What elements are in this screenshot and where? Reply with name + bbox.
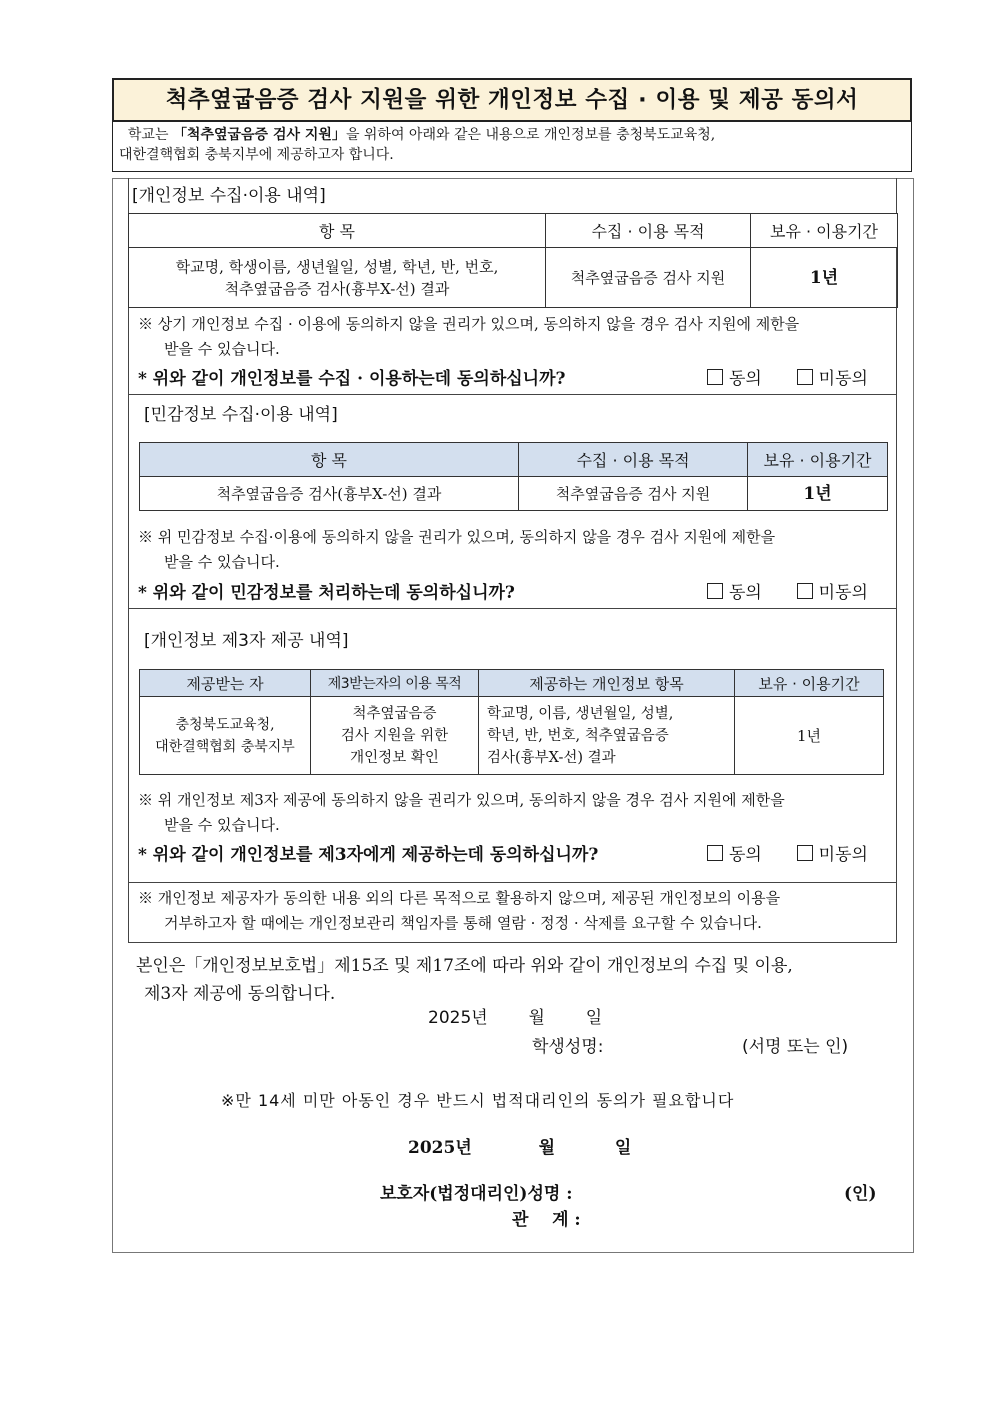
intro-line1-rest: 을 위하여 아래와 같은 내용으로 개인정보를 충청북도교육청, xyxy=(345,127,716,143)
s3-agree-label: 동의 xyxy=(729,845,762,865)
guardian-seal: (인) xyxy=(844,1184,877,1204)
section2-note xyxy=(138,525,893,575)
s2-agree-checkbox[interactable] xyxy=(707,583,723,599)
consent-line1: 본인은「개인정보보호법」제15조 및 제17조에 따라 위와 같이 개인정보의 수집 및 이용, xyxy=(136,956,793,976)
s3-header-purpose: 제3받는자의 이용 목적 xyxy=(311,670,479,697)
s2-disagree-label: 미동의 xyxy=(818,583,868,603)
minor-notice: ※만 14세 미만 아동인 경우 반드시 법적대리인의 동의가 필요합니다 xyxy=(221,1091,735,1110)
s1-note-line2: 받을 수 있습니다. xyxy=(164,340,280,358)
guardian-date xyxy=(408,1134,631,1162)
intro-program-name: 「척추옆굽음증 검사 지원」 xyxy=(172,127,346,143)
section1-note xyxy=(138,312,893,362)
section3-consent-options xyxy=(707,840,868,865)
section2-table xyxy=(139,442,888,511)
document-title: 척추옆굽음증 검사 지원을 위한 개인정보 수집 · 이용 및 제공 동의서 xyxy=(112,78,912,122)
section2-consent-options xyxy=(707,578,868,603)
section3-question: * 위와 같이 개인정보를 제3자에게 제공하는데 동의하십니까? xyxy=(138,845,599,865)
s3-cell-period: 1년 xyxy=(735,697,884,775)
student-sign-hint: (서명 또는 인) xyxy=(742,1037,849,1057)
s2-cell-purpose: 척추옆굽음증 검사 지원 xyxy=(519,477,748,511)
s1-item-line1: 학교명, 학생이름, 생년월일, 성별, 학년, 반, 번호, xyxy=(175,257,499,276)
s3-purpose-line1: 척추옆굽음증 xyxy=(352,705,437,722)
s1-agree-label: 동의 xyxy=(729,369,762,389)
consent-date-day: 일 xyxy=(585,1008,603,1028)
s2-cell-item: 척추옆굽음증 검사(흉부X-선) 결과 xyxy=(140,477,519,511)
s1-cell-period: 1년 xyxy=(751,248,898,308)
s2-header-purpose: 수집 · 이용 목적 xyxy=(519,443,748,477)
s1-cell-purpose: 척추옆굽음증 검사 지원 xyxy=(546,248,751,308)
intro-prefix: 학교는 xyxy=(127,127,173,143)
section1-table xyxy=(128,213,898,308)
consent-date-month: 월 xyxy=(528,1008,545,1028)
guardian-relation-label: 관 계 : xyxy=(512,1210,581,1230)
s3-note-line2: 받을 수 있습니다. xyxy=(164,816,280,834)
s2-agree-label: 동의 xyxy=(729,583,762,603)
s1-cell-item xyxy=(129,248,546,308)
s3-purpose-line3: 개인정보 확인 xyxy=(350,749,439,766)
s1-header-item: 항 목 xyxy=(129,214,546,248)
final-note-line2: 거부하고자 할 때에는 개인정보관리 책임자를 통해 열람 · 정정 · 삭제를 요구할 수 있습니다. xyxy=(164,914,762,932)
s1-note-line1: ※ 상기 개인정보 수집 · 이용에 동의하지 않을 권리가 있으며, 동의하지 않을 경우 검사 지원에 제한을 xyxy=(138,315,800,333)
student-name-label: 학생성명: xyxy=(532,1037,604,1057)
section2-heading: [민감정보 수집·이용 내역] xyxy=(144,405,338,425)
s3-items-line1: 학교명, 이름, 생년월일, 성별, xyxy=(487,705,674,722)
s1-disagree-label: 미동의 xyxy=(818,369,868,389)
final-note-line1: ※ 개인정보 제공자가 동의한 내용 외의 다른 목적으로 활용하지 않으며, 제공된 개인정보의 이용을 xyxy=(138,889,781,907)
section3-heading: [개인정보 제3자 제공 내역] xyxy=(144,631,349,651)
guardian-date-month: 월 xyxy=(538,1138,556,1158)
guardian-date-year: 2025년 xyxy=(408,1138,472,1158)
s2-note-line2: 받을 수 있습니다. xyxy=(164,553,280,571)
s2-disagree-checkbox[interactable] xyxy=(797,583,813,599)
s3-items-line3: 검사(흉부X-선) 결과 xyxy=(487,749,616,766)
s3-disagree-checkbox[interactable] xyxy=(797,845,813,861)
s3-note-line1: ※ 위 개인정보 제3자 제공에 동의하지 않을 권리가 있으며, 동의하지 않을 경우 검사 지원에 제한을 xyxy=(138,791,785,809)
final-note xyxy=(138,886,893,936)
guardian-name-field[interactable] xyxy=(620,1184,830,1204)
intro-line2: 대한결핵협회 충북지부에 제공하고자 합니다. xyxy=(119,147,394,163)
consent-date xyxy=(428,1004,602,1032)
s2-header-period: 보유 · 이용기간 xyxy=(748,443,888,477)
guardian-date-day: 일 xyxy=(614,1138,632,1158)
section1-consent-options xyxy=(707,364,868,389)
s1-disagree-checkbox[interactable] xyxy=(797,369,813,385)
consent-date-year: 2025년 xyxy=(428,1008,488,1028)
s3-disagree-label: 미동의 xyxy=(818,845,868,865)
s2-header-item: 항 목 xyxy=(140,443,519,477)
s3-header-recipient: 제공받는 자 xyxy=(140,670,311,697)
s3-recipient-line1: 충청북도교육청, xyxy=(175,716,275,733)
intro-text xyxy=(112,122,912,172)
s1-header-purpose: 수집 · 이용 목적 xyxy=(546,214,751,248)
guardian-relation-field[interactable] xyxy=(620,1210,830,1230)
s3-purpose-line2: 검사 지원을 위한 xyxy=(340,727,449,744)
s2-note-line1: ※ 위 민감정보 수집·이용에 동의하지 않을 권리가 있으며, 동의하지 않을 경우 검사 지원에 제한을 xyxy=(138,528,776,546)
s3-cell-items xyxy=(479,697,735,775)
consent-statement xyxy=(136,952,911,1008)
divider-2 xyxy=(129,608,896,609)
section3-note xyxy=(138,788,893,838)
s3-header-items: 제공하는 개인정보 항목 xyxy=(479,670,735,697)
s1-header-period: 보유 · 이용기간 xyxy=(751,214,898,248)
s3-items-line2: 학년, 반, 번호, 척추옆굽음증 xyxy=(487,727,669,744)
s3-cell-purpose xyxy=(311,697,479,775)
s3-recipient-line2: 대한결핵협회 충북지부 xyxy=(155,738,295,755)
section1-question: * 위와 같이 개인정보를 수집 · 이용하는데 동의하십니까? xyxy=(138,369,566,389)
s1-agree-checkbox[interactable] xyxy=(707,369,723,385)
consent-line2: 제3자 제공에 동의합니다. xyxy=(144,984,336,1004)
section1-heading: [개인정보 수집·이용 내역] xyxy=(132,186,326,206)
s2-cell-period: 1년 xyxy=(748,477,888,511)
guardian-name-label: 보호자(법정대리인)성명 : xyxy=(380,1184,573,1204)
section3-table xyxy=(139,669,884,775)
s3-agree-checkbox[interactable] xyxy=(707,845,723,861)
s3-cell-recipient xyxy=(140,697,311,775)
s3-header-period: 보유 · 이용기간 xyxy=(735,670,884,697)
divider-3 xyxy=(129,882,896,883)
divider-1 xyxy=(129,394,896,395)
s1-item-line2: 척추옆굽음증 검사(흉부X-선) 결과 xyxy=(224,279,450,298)
student-name-field[interactable] xyxy=(640,1050,730,1066)
section2-question: * 위와 같이 민감정보를 처리하는데 동의하십니까? xyxy=(138,583,515,603)
